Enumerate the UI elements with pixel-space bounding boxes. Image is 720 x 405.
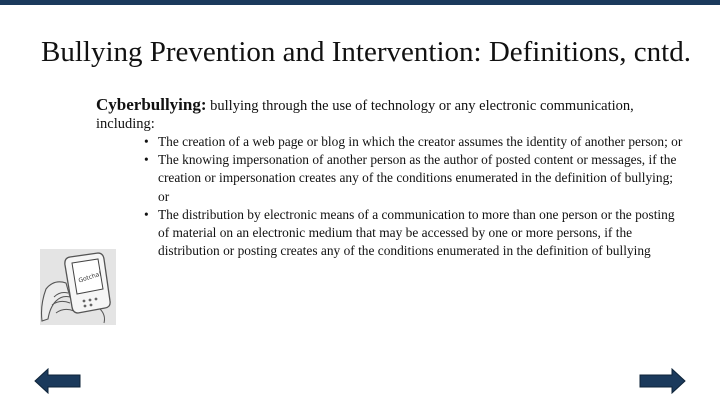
arrow-right-icon[interactable] xyxy=(638,368,686,394)
definition-paragraph xyxy=(96,96,686,133)
slide-body xyxy=(96,96,686,260)
definition-list xyxy=(96,133,686,260)
definition-text: bullying through the use of technology or any electronic communication, including: xyxy=(96,98,634,132)
slide-title: Bullying Prevention and Intervention: Definitions, cntd. xyxy=(41,36,691,68)
list-item: • The creation of a web page or blog in which the creator assumes the identity of another person; or xyxy=(144,133,686,151)
top-accent-bar xyxy=(0,0,720,5)
list-item: • The knowing impersonation of another person as the author of posted content or messages, if the creation or impersonation creates any of the conditions enumerated in the definition of bullying; or xyxy=(144,151,686,206)
list-item: • The distribution by electronic means of a communication to more than one person or the posting of material on an electronic medium that may be accessed by one or more persons, if the distribution or posting creates any of the conditions enumerated in the definition of bullying xyxy=(144,206,686,261)
phone-in-hand-illustration xyxy=(40,249,116,325)
definition-term: Cyberbullying: xyxy=(96,95,207,114)
arrow-left-icon[interactable] xyxy=(34,368,82,394)
phone-screen-text: Gotcha! xyxy=(77,270,103,285)
